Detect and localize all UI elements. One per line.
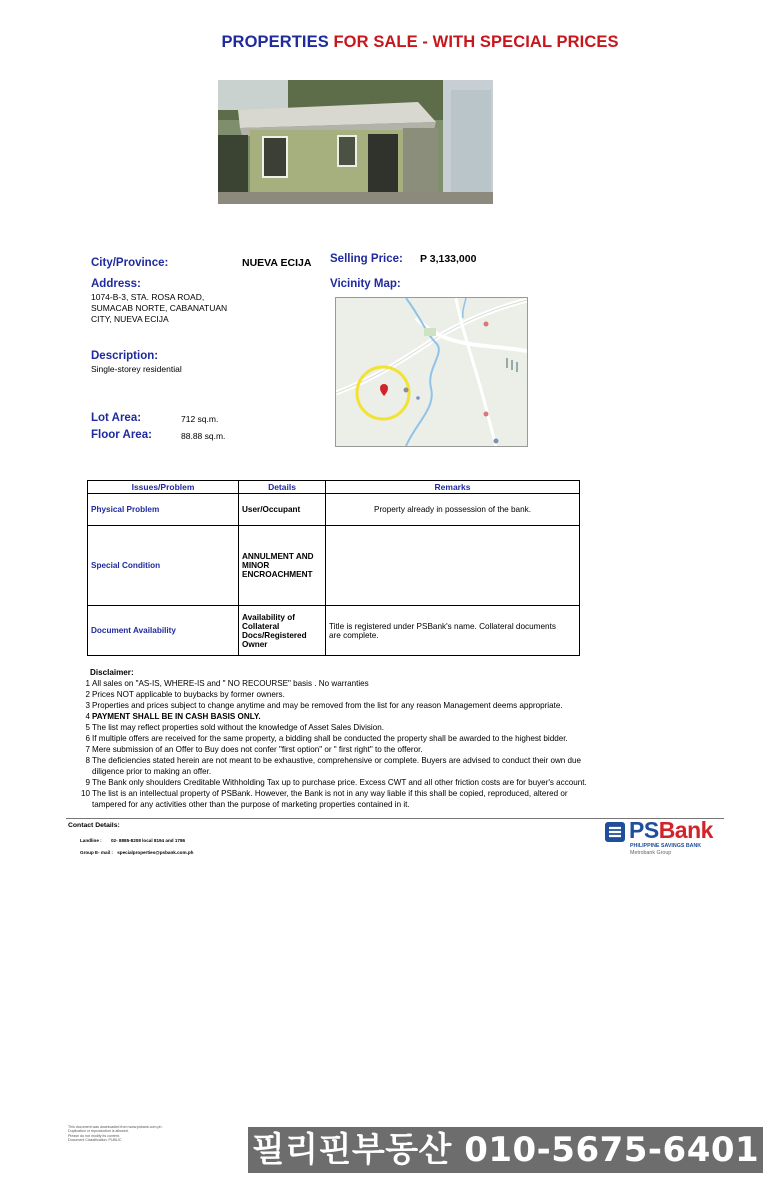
psbank-name-ps: PS <box>629 817 659 843</box>
page-title <box>0 33 773 52</box>
remarks-line: Title is registered under PSBank's name. Collateral documents <box>329 621 556 631</box>
divider <box>66 818 724 819</box>
header-issues: Issues/Problem <box>88 481 239 494</box>
city-label: City/Province: <box>91 257 169 269</box>
vicinity-map <box>335 297 528 447</box>
psbank-group: Metrobank Group <box>630 850 672 856</box>
psbank-logo <box>604 817 724 860</box>
header-details: Details <box>239 481 326 494</box>
disclaimer-item <box>74 678 664 689</box>
disclaimer-line: The deficiencies stated herein are not meant to be exhaustive, comprehensive or complete. Buyers are advised to conduct their own due <box>92 756 582 765</box>
disclaimer-line: Mere submission of an Offer to Buy does not confer "first option" or " first right" to the offeror. <box>92 745 423 754</box>
disclaimer-line: diligence prior to making an offer. <box>92 767 212 776</box>
disclaimer-line: The list is an intellectual property of PSBank. However, the Bank is not in any way liable if this shall be copied, reproduced, altered or <box>92 789 568 798</box>
remarks-line: are complete. <box>329 630 379 640</box>
disclaimer-text <box>92 689 664 700</box>
disclaimer-text <box>92 711 664 722</box>
disclaimer-text <box>92 744 664 755</box>
map-graphic <box>336 298 527 446</box>
floor-area-label: Floor Area: <box>91 429 152 441</box>
issue-cell: Special Condition <box>88 526 239 606</box>
address-line: CITY, NUEVA ECIJA <box>91 314 169 324</box>
psbank-tagline: PHILIPPINE SAVINGS BANK <box>630 843 702 849</box>
vicinity-map-label: Vicinity Map: <box>330 278 401 290</box>
disclaimer-line: tampered for any activities other than the purpose of marketing properties contained in it. <box>92 800 410 809</box>
contact-banner: 필리핀부동산 010-5675-6401 <box>248 1127 763 1173</box>
lot-area-value: 712 sq.m. <box>181 414 219 424</box>
issues-table <box>87 480 580 656</box>
selling-price-value: P 3,133,000 <box>420 253 477 265</box>
header-remarks: Remarks <box>326 481 580 494</box>
disclaimer-text <box>92 722 664 733</box>
lot-area-label: Lot Area: <box>91 412 142 424</box>
disclaimer-number: 2 <box>85 690 90 699</box>
details-line: MINOR <box>242 561 270 570</box>
remarks-cell <box>326 494 580 526</box>
email-row <box>68 848 193 857</box>
details-line: User/Occupant <box>242 505 301 514</box>
email-label: Group E- mail : <box>80 850 113 855</box>
fine-print-line: Please do not modify its content. <box>68 1133 120 1138</box>
disclaimer-line: The Bank only shoulders Creditable Withholding Tax up to purchase price. Excess CWT and all other friction costs are for buyer's account. <box>92 778 587 787</box>
disclaimer-text <box>92 733 664 744</box>
disclaimer <box>74 667 664 810</box>
city-value: NUEVA ECIJA <box>242 257 312 269</box>
disclaimer-number: 1 <box>85 679 90 688</box>
disclaimer-number: 10 <box>80 789 90 798</box>
disclaimer-line: PAYMENT SHALL BE IN CASH BASIS ONLY. <box>92 712 261 721</box>
details-line: ANNULMENT AND <box>242 552 314 561</box>
disclaimer-number: 8 <box>85 756 90 765</box>
contact-title: Contact Details: <box>68 822 120 829</box>
disclaimer-text <box>92 755 664 777</box>
remarks-line: Property already in possession of the bank. <box>373 505 532 514</box>
remarks-cell <box>326 526 580 606</box>
details-line: Collateral <box>242 621 280 631</box>
disclaimer-list <box>74 678 664 810</box>
details-cell <box>239 494 326 526</box>
table-row <box>88 606 580 656</box>
details-line: ENCROACHMENT <box>242 570 313 579</box>
details-line: Availability of <box>242 612 295 622</box>
issue-cell: Physical Problem <box>88 494 239 526</box>
address-value <box>91 292 227 325</box>
disclaimer-number: 3 <box>85 701 90 710</box>
details-line: Owner <box>242 639 268 649</box>
description-value: Single-storey residential <box>91 364 182 374</box>
disclaimer-item <box>74 711 664 722</box>
psbank-emblem-icon <box>604 821 626 843</box>
disclaimer-number: 4 <box>85 712 90 721</box>
remarks-cell <box>326 606 580 656</box>
fine-print-line: Duplication or reproduction is allowed. <box>68 1129 129 1134</box>
disclaimer-title: Disclaimer: <box>90 668 134 677</box>
disclaimer-number: 5 <box>85 723 90 732</box>
fine-print-line: Document Classification: PUBLIC <box>68 1138 122 1143</box>
psbank-name-bank: Bank <box>658 817 713 843</box>
psbank-name <box>629 817 713 843</box>
issue-cell: Document Availability <box>88 606 239 656</box>
disclaimer-text <box>92 777 664 788</box>
disclaimer-number: 6 <box>85 734 90 743</box>
address-label: Address: <box>91 278 141 290</box>
details-cell <box>239 526 326 606</box>
details-cell <box>239 606 326 656</box>
disclaimer-item <box>74 788 664 810</box>
table-row <box>88 494 580 526</box>
house-image <box>218 80 493 204</box>
title-properties: PROPERTIES <box>221 33 329 51</box>
table-header-row <box>88 481 580 494</box>
disclaimer-text <box>92 700 664 711</box>
disclaimer-number: 9 <box>85 778 90 787</box>
landline-row <box>68 836 193 845</box>
disclaimer-item <box>74 733 664 744</box>
disclaimer-line: If multiple offers are received for the same property, a bidding shall be conducted the property shall be awarded to the highest bidder. <box>92 734 568 743</box>
landline-label: Landline : <box>80 838 102 843</box>
address-line: 1074-B-3, STA. ROSA ROAD, <box>91 292 205 302</box>
selling-price-label: Selling Price: <box>330 253 403 265</box>
disclaimer-item <box>74 744 664 755</box>
disclaimer-line: Properties and prices subject to change anytime and may be removed from the list for any reason Management deems appropriate. <box>92 701 563 710</box>
landline-value: 02- 8885-8208 local 8194 and 1786 <box>110 838 186 843</box>
disclaimer-item <box>74 755 664 777</box>
disclaimer-item <box>74 777 664 788</box>
fine-print <box>68 1125 162 1143</box>
psbank-wordmark <box>629 817 713 844</box>
disclaimer-line: All sales on "AS-IS, WHERE-IS and " NO RECOURSE" basis . No warranties <box>92 679 369 688</box>
details-line: Docs/Registered <box>242 630 307 640</box>
disclaimer-number: 7 <box>85 745 90 754</box>
disclaimer-line: Prices NOT applicable to buybacks by former owners. <box>92 690 285 699</box>
contact-details <box>68 821 193 857</box>
disclaimer-text <box>92 788 664 810</box>
property-photo <box>218 80 493 204</box>
disclaimer-text <box>92 678 664 689</box>
fine-print-line: This document was downloaded from www.psbank.com.ph. <box>68 1125 163 1129</box>
floor-area-value: 88.88 sq.m. <box>181 431 226 441</box>
disclaimer-item <box>74 722 664 733</box>
address-line: SUMACAB NORTE, CABANATUAN <box>91 303 228 313</box>
email-value: specialproperties@psbank.com.ph <box>117 850 194 855</box>
title-for-sale: FOR SALE - WITH SPECIAL PRICES <box>333 33 619 51</box>
disclaimer-item <box>74 689 664 700</box>
description-label: Description: <box>91 350 159 362</box>
disclaimer-item <box>74 700 664 711</box>
table-row <box>88 526 580 606</box>
disclaimer-line: The list may reflect properties sold without the knowledge of Asset Sales Division. <box>92 723 384 732</box>
